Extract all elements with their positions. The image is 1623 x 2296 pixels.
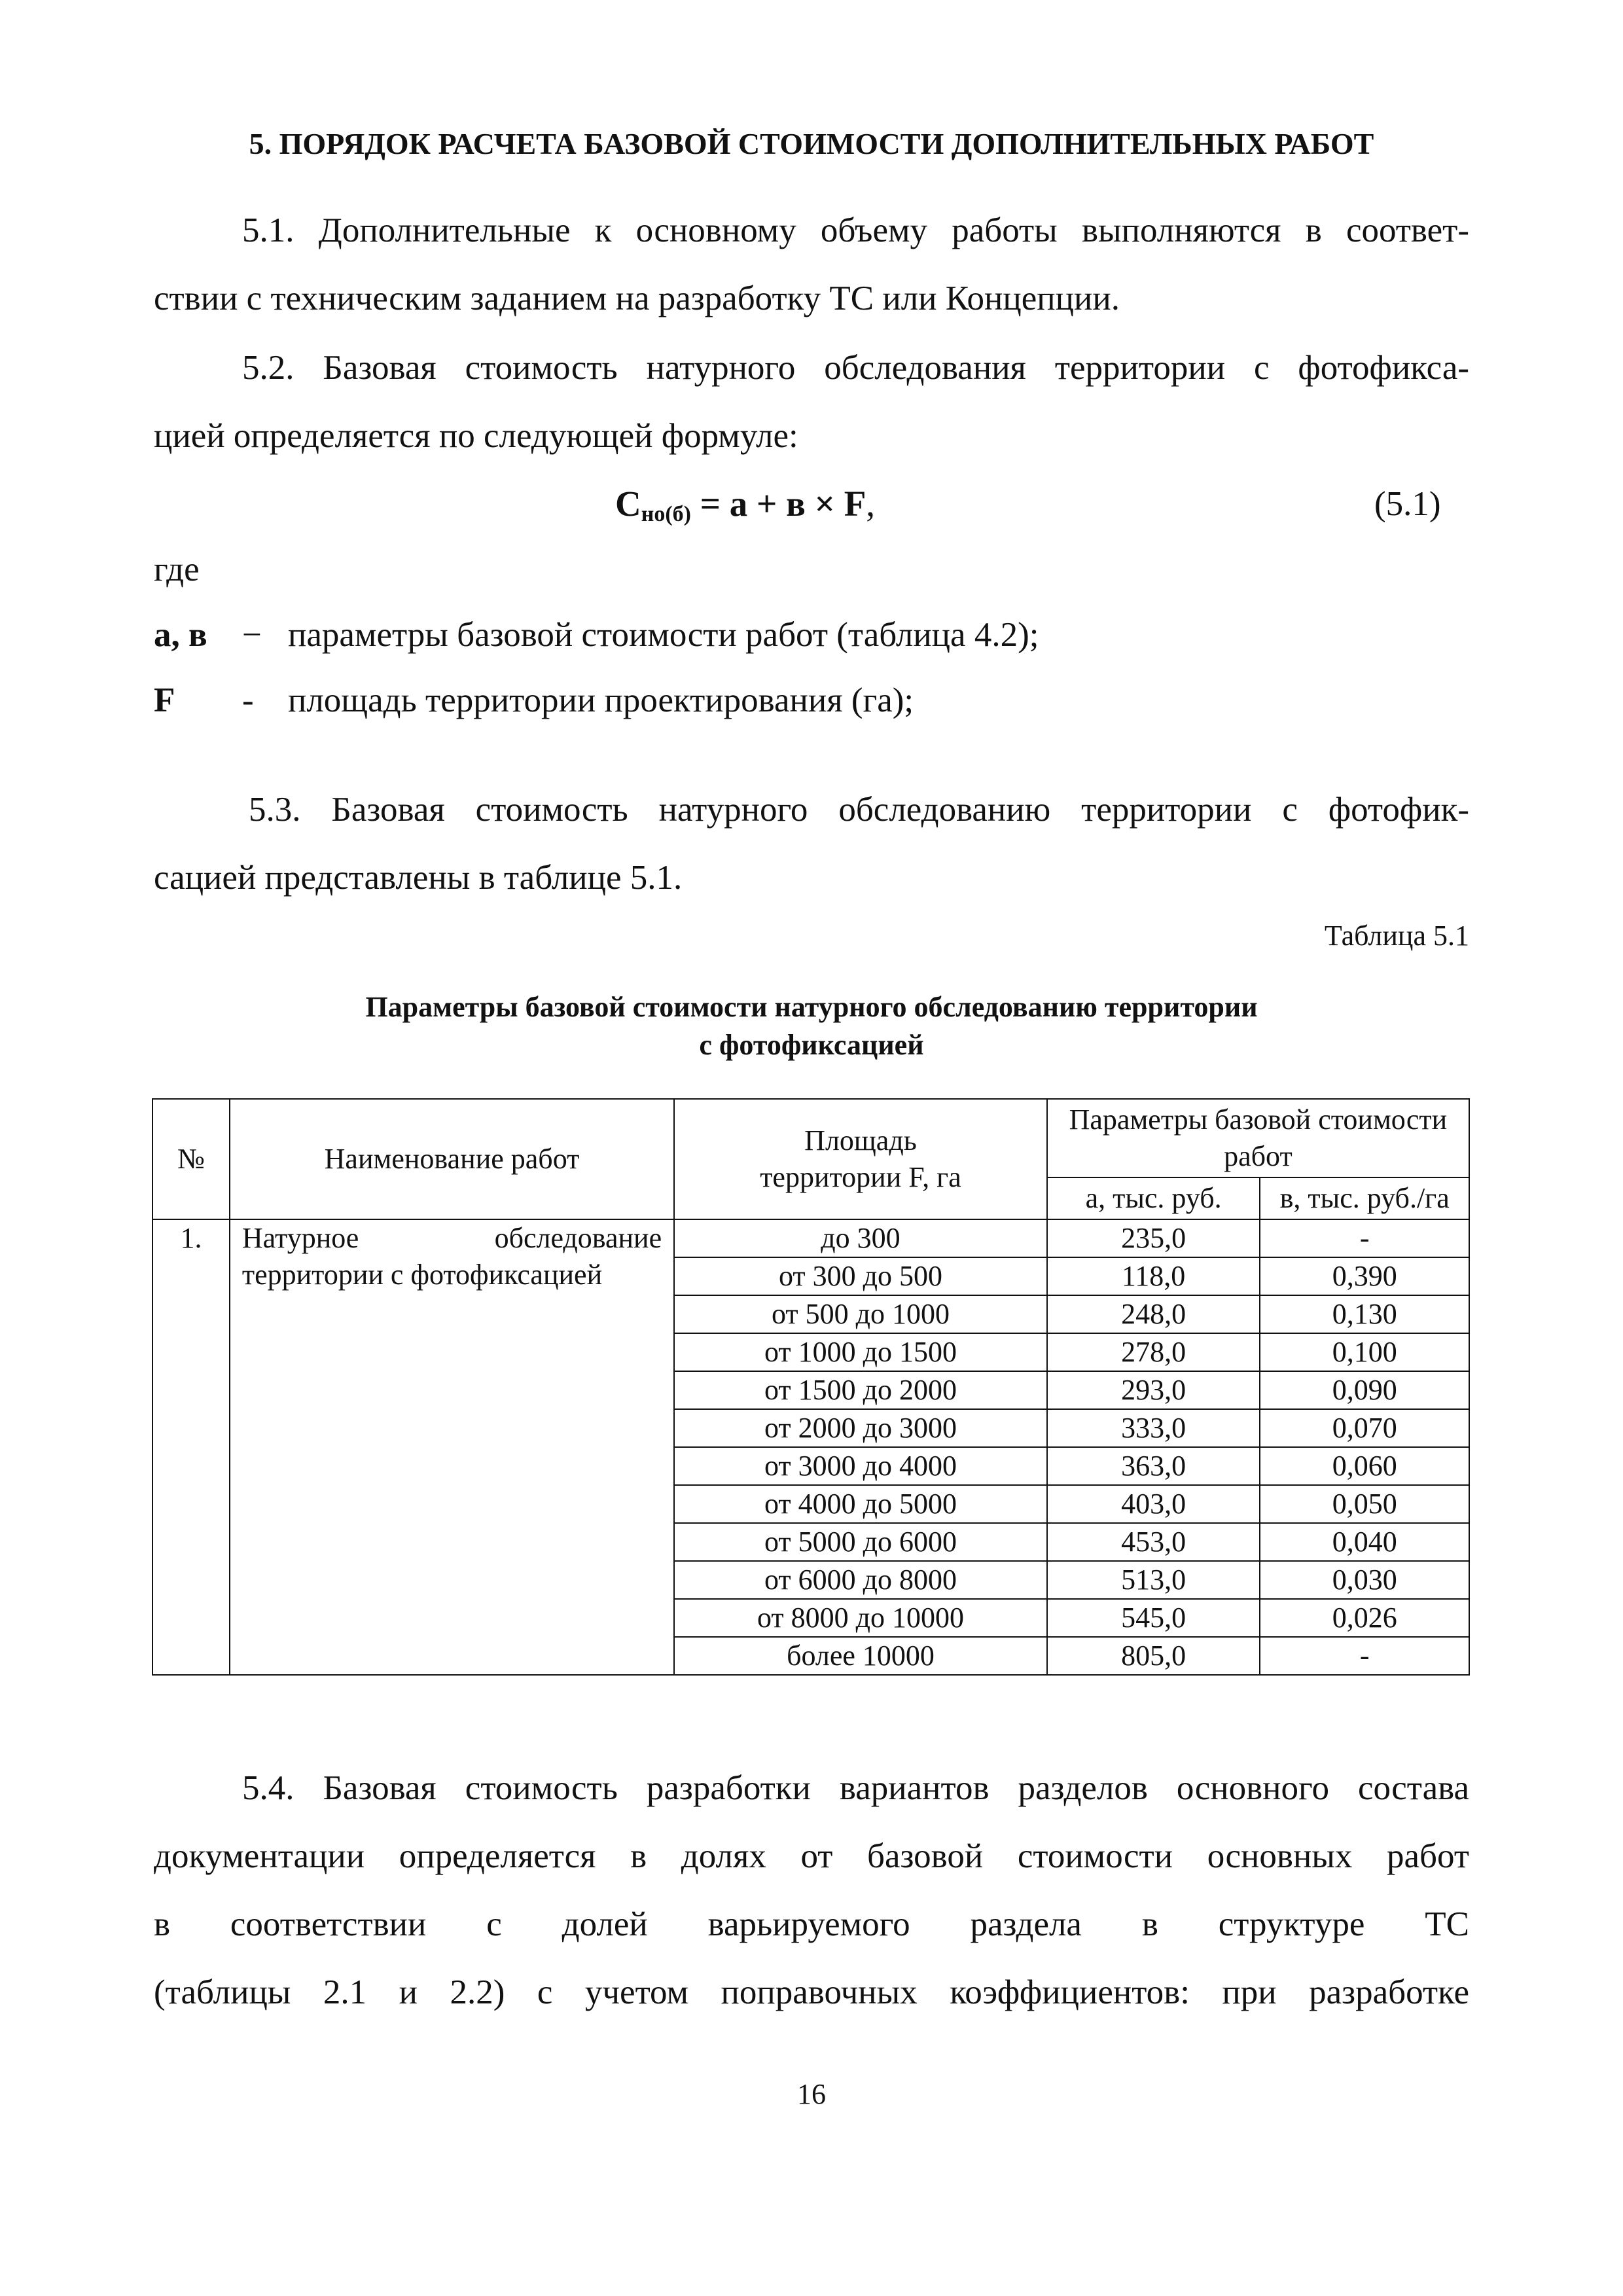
header-name: Наименование работ <box>230 1099 674 1219</box>
paragraph-5-4-line-2: документации определяется в долях от базовой стоимости основных работ <box>154 1837 1469 1875</box>
cell-area: от 5000 до 6000 <box>674 1523 1047 1561</box>
cell-b: 0,060 <box>1260 1447 1469 1485</box>
row-no: 1. <box>152 1219 230 1675</box>
paragraph-5-3 <box>154 776 1469 912</box>
definition-dash: - <box>242 681 254 719</box>
paragraph-5-1-line-2: ствии с техническим заданием на разработку ТС или Концепции. <box>154 279 1120 317</box>
definition-dash: − <box>242 616 262 654</box>
paragraph-5-4-line-1: 5.4. Базовая стоимость разработки вариантов разделов основного состава <box>242 1769 1469 1807</box>
header-no: № <box>152 1099 230 1219</box>
cell-area: до 300 <box>674 1219 1047 1257</box>
cell-b: 0,040 <box>1260 1523 1469 1561</box>
definition-symbol: а, в <box>154 616 207 654</box>
cell-a: 118,0 <box>1047 1257 1260 1295</box>
cell-a: 363,0 <box>1047 1447 1260 1485</box>
cell-b: - <box>1260 1219 1469 1257</box>
paragraph-5-2-line-2: цией определяется по следующей формуле: <box>154 417 798 455</box>
cell-b: 0,030 <box>1260 1561 1469 1599</box>
cost-parameters-table <box>152 1098 1470 1676</box>
cell-area: более 10000 <box>674 1637 1047 1675</box>
cell-area: от 3000 до 4000 <box>674 1447 1047 1485</box>
paragraph-5-4 <box>154 1754 1469 2026</box>
header-params: Параметры базовой стоимости работ <box>1047 1099 1469 1177</box>
definition-row-ab <box>0 602 1623 668</box>
cell-a: 248,0 <box>1047 1295 1260 1333</box>
cell-area: от 300 до 500 <box>674 1257 1047 1295</box>
cell-a: 278,0 <box>1047 1333 1260 1371</box>
cell-a: 453,0 <box>1047 1523 1260 1561</box>
row-name <box>230 1219 674 1675</box>
definition-symbol: F <box>154 681 175 719</box>
section-heading: 5. ПОРЯДОК РАСЧЕТА БАЗОВОЙ СТОИМОСТИ ДОПОЛНИТЕЛЬНЫХ РАБОТ <box>249 127 1374 160</box>
paragraph-5-3-line-2: сацией представлены в таблице 5.1. <box>154 859 683 897</box>
definition-text: площадь территории проектирования (га); <box>288 681 914 719</box>
table-header-row <box>152 1099 1469 1177</box>
cell-b: 0,090 <box>1260 1371 1469 1409</box>
cell-a: 513,0 <box>1047 1561 1260 1599</box>
formula-5-1 <box>615 471 875 547</box>
definition-text: параметры базовой стоимости работ (таблица 4.2); <box>288 616 1039 654</box>
cell-area: от 2000 до 3000 <box>674 1409 1047 1447</box>
row-name-text: Натурное обследование территории с фотофиксацией <box>241 1222 662 1291</box>
cell-area: от 500 до 1000 <box>674 1295 1047 1333</box>
formula-trail: , <box>866 484 876 524</box>
paragraph-5-2 <box>154 334 1469 470</box>
paragraph-5-2-line-1: 5.2. Базовая стоимость натурного обследования территории с фотофикса- <box>242 349 1469 387</box>
formula-subscript: но(б) <box>641 502 691 526</box>
cell-b: 0,050 <box>1260 1485 1469 1523</box>
header-area: Площадь территории F, га <box>674 1099 1047 1219</box>
cell-a: 545,0 <box>1047 1599 1260 1637</box>
formula-symbol: С <box>615 484 641 524</box>
table-row <box>152 1219 1469 1257</box>
cell-area: от 8000 до 10000 <box>674 1599 1047 1637</box>
cell-b: 0,070 <box>1260 1409 1469 1447</box>
cell-a: 293,0 <box>1047 1371 1260 1409</box>
cell-b: 0,130 <box>1260 1295 1469 1333</box>
paragraph-5-3-line-1: 5.3. Базовая стоимость натурного обследованию территории с фотофик- <box>249 791 1469 829</box>
cell-b: 0,026 <box>1260 1599 1469 1637</box>
where-label: где <box>154 550 200 588</box>
cell-b: - <box>1260 1637 1469 1675</box>
table-title <box>154 988 1469 1064</box>
table-title-line-2: с фотофиксацией <box>699 1029 924 1061</box>
page-number: 16 <box>797 2078 826 2110</box>
equation-number: (5.1) <box>1374 485 1441 523</box>
definition-row-f <box>0 668 1623 733</box>
cell-b: 0,390 <box>1260 1257 1469 1295</box>
header-b: в, тыс. руб./га <box>1260 1177 1469 1219</box>
cell-a: 333,0 <box>1047 1409 1260 1447</box>
paragraph-5-4-line-4: (таблицы 2.1 и 2.2) с учетом поправочных коэффициентов: при разработке <box>154 1973 1469 2011</box>
paragraph-5-4-line-3: в соответствии с долей варьируемого раздела в структуре ТС <box>154 1905 1469 1943</box>
paragraph-5-1 <box>154 196 1469 332</box>
cell-area: от 1000 до 1500 <box>674 1333 1047 1371</box>
paragraph-5-1-line-1: 5.1. Дополнительные к основному объему работы выполняются в соответ- <box>242 211 1469 249</box>
cell-a: 235,0 <box>1047 1219 1260 1257</box>
cell-a: 403,0 <box>1047 1485 1260 1523</box>
cell-area: от 1500 до 2000 <box>674 1371 1047 1409</box>
formula-expression: = а + в × F <box>700 484 866 524</box>
header-a: а, тыс. руб. <box>1047 1177 1260 1219</box>
table-label: Таблица 5.1 <box>1324 920 1469 952</box>
cell-b: 0,100 <box>1260 1333 1469 1371</box>
cell-a: 805,0 <box>1047 1637 1260 1675</box>
cell-area: от 6000 до 8000 <box>674 1561 1047 1599</box>
cell-area: от 4000 до 5000 <box>674 1485 1047 1523</box>
table-title-line-1: Параметры базовой стоимости натурного обследованию территории <box>365 991 1258 1023</box>
